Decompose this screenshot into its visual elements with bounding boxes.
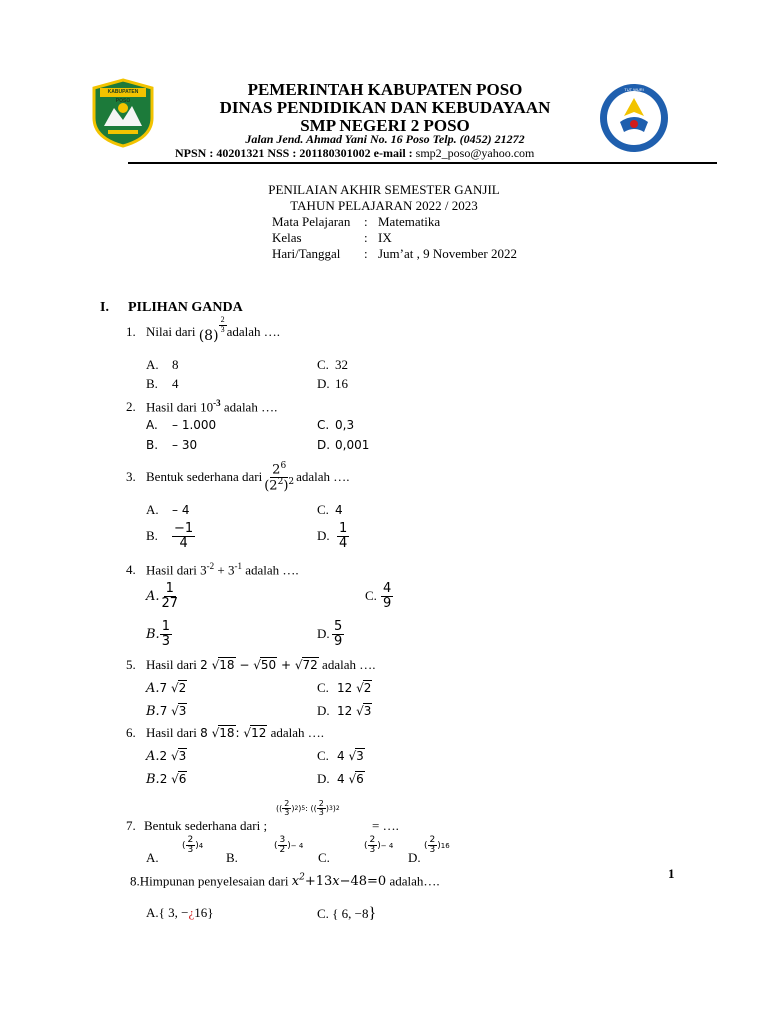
q7-label-d[interactable]: D. — [408, 850, 421, 865]
info-label: Mata Pelajaran — [272, 214, 351, 229]
q5-option-b[interactable]: B.7 √3 — [146, 704, 187, 719]
info-sep: : — [364, 230, 368, 245]
info-label: Kelas — [272, 230, 302, 245]
info-date — [272, 246, 517, 262]
q-text: Hasil dari 3 — [146, 562, 207, 578]
q5-option-a[interactable]: A.7 √2 — [146, 681, 187, 696]
right-logo-text: TUT WURI HANDAYANI — [622, 87, 646, 97]
q-text: Bentuk sederhana dari — [146, 469, 263, 484]
q7-equals: = …. — [372, 818, 399, 833]
q3-fraction: $\frac{2^6}{(2^2)^2}$ — [264, 460, 295, 493]
q1-option-c[interactable]: C. 32 — [317, 357, 348, 372]
q8-stem — [130, 873, 440, 889]
q6-stem — [126, 725, 324, 741]
q6-option-d[interactable]: D. 4 √6 — [317, 771, 364, 786]
q-number: 8. — [130, 873, 140, 889]
q6-option-a[interactable]: A.2 √3 — [146, 749, 187, 764]
q8-option-c[interactable]: C. { 6, −8} — [317, 905, 377, 922]
info-value: IX — [378, 230, 392, 245]
info-value: Matematika — [378, 214, 441, 229]
q-text: Hasil dari — [146, 725, 197, 740]
q8-equation: $x^2+13x-48=0$ — [291, 873, 387, 890]
left-logo-text: KABUPATEN POSO — [107, 89, 139, 104]
q3-option-b[interactable]: B. $\frac{-1}{4}$ — [146, 521, 194, 551]
q7-expression: (( $\frac{2}{3}$ ) 2 ) 5 : (( $\frac{2}{3}$ ) 3 ) 2 — [276, 799, 340, 818]
q-text: Bentuk sederhana dari ; — [144, 818, 268, 833]
q7-stem — [126, 818, 267, 834]
exam-year: TAHUN PELAJARAN 2022 / 2023 — [290, 198, 478, 213]
q1-base: (8) — [198, 328, 219, 344]
q7-option-d[interactable]: ( $\frac{2}{3}$ ) 16 — [424, 835, 450, 856]
q7-label-b[interactable]: B. — [226, 850, 238, 865]
q2-stem — [126, 398, 277, 415]
q1-option-b[interactable]: B. 4 — [146, 376, 179, 391]
q-number: 5. — [126, 657, 136, 672]
email-link[interactable]: smp2_poso@yahoo.com — [415, 146, 535, 160]
q8-option-a[interactable]: A.{ 3, −¿16} — [146, 905, 214, 920]
q4-option-b[interactable]: B. $\frac{1}{3}$ — [146, 619, 170, 649]
q3-option-d[interactable]: D. $\frac{1}{4}$ — [317, 521, 348, 551]
q4-option-a[interactable]: A. $\frac{1}{27}$ — [146, 581, 179, 611]
page-number: 1 — [668, 866, 675, 881]
q7-label-c[interactable]: C. — [318, 850, 330, 865]
section-title: PILIHAN GANDA — [128, 300, 243, 315]
q-text: adalah …. — [220, 399, 278, 415]
q-number: 1. — [126, 324, 136, 339]
info-sep: : — [364, 214, 368, 229]
q1-exponent: $\frac{2}{3}$ — [220, 315, 225, 334]
q2-option-d[interactable]: D. 0,001 — [317, 438, 370, 452]
q2-option-a[interactable]: A. – 1.000 — [146, 418, 217, 432]
q5-stem — [126, 657, 375, 673]
q6-option-b[interactable]: B.2 √6 — [146, 772, 187, 787]
info-value: Jum’at , 9 November 2022 — [378, 246, 518, 261]
q2-option-c[interactable]: C. 0,3 — [317, 418, 355, 432]
q-text: Himpunan penyelesaian dari — [139, 873, 289, 889]
kop-divider — [128, 162, 717, 164]
q5-option-d[interactable]: D. 12 √3 — [317, 703, 372, 718]
q-text: Hasil dari — [146, 657, 197, 672]
q4-exponent: -2 — [206, 561, 215, 571]
q7-option-a[interactable]: ( $\frac{2}{3}$ ) 4 — [182, 835, 204, 856]
q-text: adalah …. — [242, 562, 299, 578]
q-text: Hasil dari 10 — [146, 399, 214, 415]
q-text: adalah…. — [386, 873, 440, 889]
q3-stem — [126, 459, 350, 495]
q-number: 7. — [126, 818, 136, 833]
left-logo — [90, 78, 156, 148]
q6-option-c[interactable]: C. 4 √3 — [317, 748, 364, 763]
info-label: Hari/Tanggal — [272, 246, 341, 261]
q1-option-a[interactable]: A. 8 — [146, 357, 179, 372]
q-text: adalah …. — [270, 725, 325, 740]
q2-exponent: -3 — [213, 398, 221, 408]
q8-option-a-red: ¿ — [188, 905, 195, 920]
q5-expression: 2 √18 − √50 + √72 — [200, 658, 318, 672]
q-number: 6. — [126, 725, 136, 740]
kop-npsn — [175, 146, 534, 161]
q7-option-c[interactable]: ( $\frac{2}{3}$ ) − 4 — [364, 835, 394, 856]
q7-option-b[interactable]: ( $\frac{3}{2}$ ) − 4 — [274, 835, 304, 856]
kop-address: Jalan Jend. Ahmad Yani No. 16 Poso Telp. (0452) 21272 — [245, 132, 525, 146]
q3-option-a[interactable]: A. – 4 — [146, 502, 190, 517]
q5-option-c[interactable]: C. 12 √2 — [317, 680, 372, 695]
kop-department: DINAS PENDIDIKAN DAN KEBUDAYAAN — [219, 98, 551, 117]
info-subject — [272, 214, 440, 230]
q-text: Nilai dari — [146, 324, 196, 339]
info-sep: : — [364, 246, 368, 261]
kop-government: PEMERINTAH KABUPATEN POSO — [247, 80, 523, 99]
q4-stem — [126, 561, 299, 578]
exam-title: PENILAIAN AKHIR SEMESTER GANJIL — [268, 182, 500, 197]
q4-option-c[interactable]: C. $\frac{4}{9}$ — [365, 581, 392, 611]
right-logo — [598, 82, 670, 154]
q-text: adalah …. — [296, 469, 350, 484]
q-text: + 3 — [214, 562, 235, 578]
q4-exponent: -1 — [234, 561, 242, 571]
q-number: 3. — [126, 469, 136, 484]
q-number: 2. — [126, 399, 136, 415]
section-number: I. — [100, 300, 109, 315]
q6-expression: 8 √18: √12 — [200, 726, 267, 740]
q4-option-d[interactable]: D. $\frac{5}{9}$ — [317, 619, 343, 649]
info-class — [272, 230, 392, 246]
q-number: 4. — [126, 562, 136, 578]
q-text: adalah …. — [226, 324, 280, 339]
npsn-text: NPSN : 40201321 NSS : 201180301002 e-mail : — [175, 146, 416, 160]
q3-option-c[interactable]: C. 4 — [317, 502, 343, 517]
kop-school: SMP NEGERI 2 POSO — [300, 116, 470, 135]
q7-label-a[interactable]: A. — [146, 850, 159, 865]
q1-stem — [126, 315, 280, 344]
q-text: adalah …. — [322, 657, 376, 672]
q1-option-d[interactable]: D. 16 — [317, 376, 348, 391]
q2-option-b[interactable]: B. – 30 — [146, 438, 198, 452]
